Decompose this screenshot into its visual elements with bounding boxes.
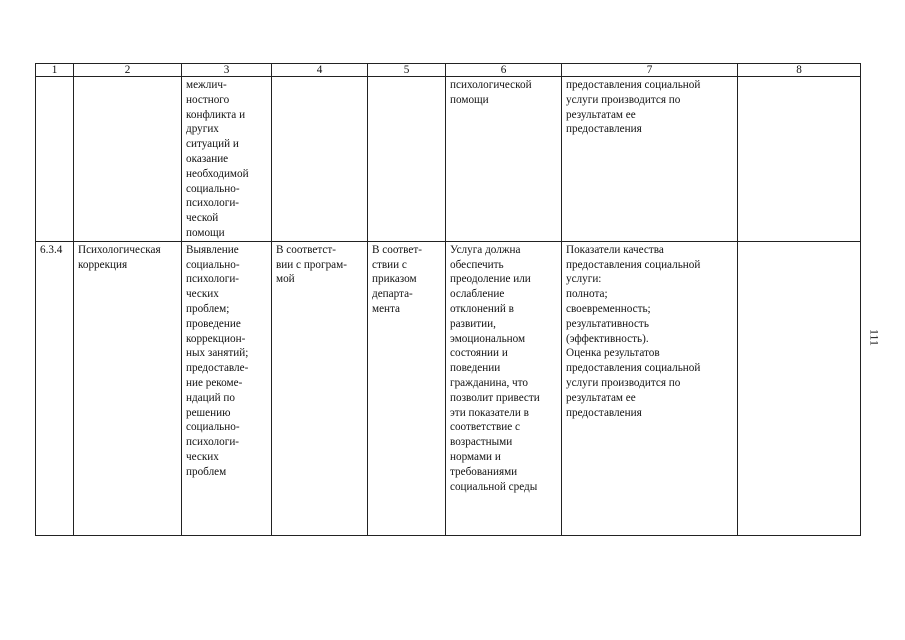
cell-quality-indicators: предоставления социальной услуги производится по результатам ее предоставления [562, 77, 738, 242]
cell-volume: В соответст- вии с програм- мой [272, 241, 368, 535]
header-col-5: 5 [368, 64, 446, 77]
page-number: 111 [867, 328, 882, 347]
header-col-7: 7 [562, 64, 738, 77]
cell-service-description: межлич- ностного конфликта и других ситуаций и оказание необходимой социально- психологи- ческой помощи [182, 77, 272, 242]
cell-service-description: Выявление социально- психологи- ческих проблем; проведение коррекцион- ных занятий; предоставле- ние рекоме- ндаций по решению социально- психологи- ческих проблем [182, 241, 272, 535]
cell-deadline: В соответ- ствии с приказом департа- мента [368, 241, 446, 535]
header-col-1: 1 [36, 64, 74, 77]
header-row [36, 64, 861, 77]
services-table [35, 63, 861, 536]
header-col-8: 8 [738, 64, 861, 77]
cell-notes [738, 241, 861, 535]
cell-conditions: психологической помощи [446, 77, 562, 242]
cell-number [36, 77, 74, 242]
cell-volume [272, 77, 368, 242]
header-col-2: 2 [74, 64, 182, 77]
cell-service-name: Психологическая коррекция [74, 241, 182, 535]
header-col-6: 6 [446, 64, 562, 77]
header-col-4: 4 [272, 64, 368, 77]
header-col-3: 3 [182, 64, 272, 77]
cell-notes [738, 77, 861, 242]
cell-number: 6.3.4 [36, 241, 74, 535]
cell-deadline [368, 77, 446, 242]
cell-service-name [74, 77, 182, 242]
table-row [36, 241, 861, 535]
cell-conditions: Услуга должна обеспечить преодоление или ослабление отклонений в развитии, эмоциональном состоянии и поведении гражданина, что позволит привести эти показатели в соответствие с возрастными нормами и требованиями социальной среды [446, 241, 562, 535]
cell-quality-indicators: Показатели качества предоставления социальной услуги: полнота; своевременность; результативность (эффективность). Оценка результатов предоставления социальной услуги производится по результатам ее предоставления [562, 241, 738, 535]
table-row [36, 77, 861, 242]
